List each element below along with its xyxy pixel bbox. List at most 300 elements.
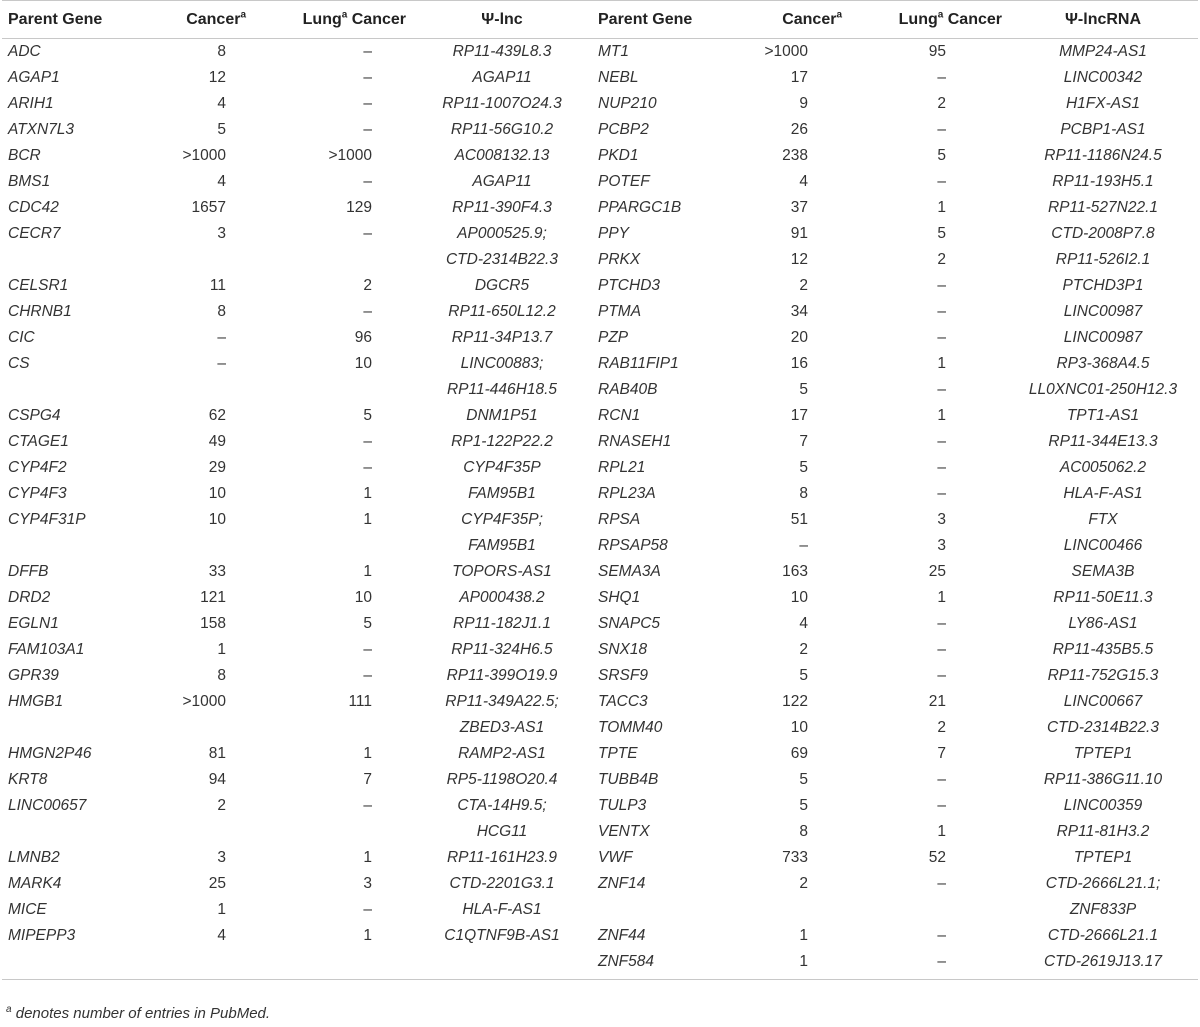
cell-psi-lnc-left: AGAP11	[472, 69, 532, 86]
table-row	[2, 299, 1198, 325]
cell-cancer-right: 733	[782, 849, 808, 866]
cell-parent-gene-left: HMGN2P46	[8, 745, 92, 762]
cell-psi-lncrna-right: LY86-AS1	[1068, 615, 1138, 632]
table-row	[2, 91, 1198, 117]
cell-parent-gene-right: PPARGC1B	[598, 199, 682, 216]
cell-psi-lncrna-right: RP11-752G15.3	[1047, 667, 1159, 684]
cell-lung-cancer-right: –	[937, 615, 946, 632]
cell-lung-cancer-left: 1	[363, 927, 372, 944]
cell-psi-lncrna-right: LINC00342	[1063, 69, 1143, 86]
cell-lung-cancer-right: 3	[937, 511, 946, 528]
cell-psi-lnc-left: CYP4F35P;	[461, 511, 543, 528]
cell-parent-gene-left	[2, 819, 142, 845]
cell-lung-cancer-right: –	[937, 173, 946, 190]
cell-parent-gene-left: CSPG4	[8, 407, 61, 424]
cell-parent-gene-right: MT1	[598, 43, 629, 60]
cell-cancer-right: 163	[782, 563, 808, 580]
cell-parent-gene-right: VENTX	[598, 823, 650, 840]
cell-cancer-left	[142, 377, 252, 403]
cell-parent-gene-left: CHRNB1	[8, 303, 72, 320]
table-row	[2, 403, 1198, 429]
cell-lung-cancer-right: 5	[937, 147, 946, 164]
cell-psi-lncrna-right: LL0XNC01-250H12.3	[1028, 381, 1178, 398]
cell-cancer-right: 5	[799, 381, 808, 398]
cell-lung-cancer-right: –	[937, 667, 946, 684]
table-row	[2, 923, 1198, 949]
cell-psi-lnc-left: CTD-2314B22.3	[445, 251, 558, 268]
cell-lung-cancer-left	[252, 949, 412, 980]
table-row	[2, 897, 1198, 923]
cell-cancer-right: 4	[799, 615, 808, 632]
cell-lung-cancer-right: –	[937, 329, 946, 346]
cell-psi-lncrna-right: PTCHD3P1	[1062, 277, 1144, 294]
table-row	[2, 793, 1198, 819]
cell-cancer-right: 91	[790, 225, 808, 242]
table-row	[2, 585, 1198, 611]
cell-cancer-right: 5	[799, 459, 808, 476]
cell-parent-gene-left	[2, 533, 142, 559]
cell-lung-cancer-left: 111	[348, 693, 372, 710]
cell-cancer-left	[142, 247, 252, 273]
cell-cancer-left: 8	[217, 43, 226, 60]
cell-parent-gene-right: ZNF584	[598, 953, 654, 970]
cell-cancer-left: 10	[208, 511, 226, 528]
header-parent-gene-left: Parent Gene	[8, 10, 103, 28]
cell-parent-gene-right: PPY	[598, 225, 630, 242]
cell-psi-lncrna-right: RP11-344E13.3	[1048, 433, 1158, 450]
cell-parent-gene-left	[2, 949, 142, 980]
cell-cancer-right: 12	[790, 251, 808, 268]
cell-parent-gene-right: RPSA	[598, 511, 641, 528]
cell-cancer-right: 34	[790, 303, 808, 320]
table-row	[2, 65, 1198, 91]
cell-psi-lncrna-right: CTD-2008P7.8	[1051, 225, 1155, 242]
cell-cancer-right: –	[799, 537, 808, 554]
cell-cancer-left	[142, 949, 252, 980]
cell-psi-lncrna-right: RP11-81H3.2	[1056, 823, 1150, 840]
header-parent-gene-right: Parent Gene	[598, 10, 693, 28]
cell-lung-cancer-right: 2	[937, 719, 946, 736]
cell-lung-cancer-left: >1000	[328, 147, 372, 164]
cell-psi-lncrna-right: LINC00987	[1063, 303, 1143, 320]
table-row	[2, 169, 1198, 195]
cell-parent-gene-right: RNASEH1	[598, 433, 672, 450]
table-row	[2, 507, 1198, 533]
cell-lung-cancer-left	[252, 715, 412, 741]
cell-parent-gene-left: CS	[8, 355, 30, 372]
table-row	[2, 195, 1198, 221]
table-row	[2, 429, 1198, 455]
cell-cancer-left: 11	[209, 277, 226, 294]
cell-cancer-left: 12	[208, 69, 226, 86]
cell-psi-lncrna-right: LINC00987	[1063, 329, 1143, 346]
cell-psi-lnc-left: RAMP2-AS1	[458, 745, 546, 762]
cell-parent-gene-right: PTCHD3	[598, 277, 661, 294]
cell-lung-cancer-right: –	[937, 953, 946, 970]
cell-cancer-left: 94	[208, 771, 226, 788]
header-lung-cancer-right: Lung$^a$ Cancer	[898, 9, 1002, 28]
cell-cancer-right: 5	[799, 771, 808, 788]
cell-cancer-left: 8	[217, 667, 226, 684]
cell-psi-lnc-left: RP11-650L12.2	[448, 303, 556, 320]
cell-parent-gene-right: SNAPC5	[598, 615, 661, 632]
cell-parent-gene-right: POTEF	[598, 173, 650, 190]
cell-cancer-left: 10	[208, 485, 226, 502]
cell-psi-lnc-left: LINC00883;	[460, 355, 544, 372]
cell-psi-lncrna-right: TPT1-AS1	[1066, 407, 1140, 424]
table-body	[2, 39, 1198, 980]
cell-lung-cancer-left	[252, 247, 412, 273]
cell-lung-cancer-right: 7	[937, 745, 946, 762]
cell-psi-lncrna-right: RP11-1186N24.5	[1044, 147, 1162, 164]
table-row	[2, 845, 1198, 871]
cell-lung-cancer-right: 5	[937, 225, 946, 242]
cell-parent-gene-right: RCN1	[598, 407, 641, 424]
cell-lung-cancer-left: –	[363, 69, 372, 86]
table-row	[2, 481, 1198, 507]
cell-parent-gene-left: AGAP1	[8, 69, 60, 86]
cell-parent-gene-right: PKD1	[598, 147, 639, 164]
cell-parent-gene-left: KRT8	[8, 771, 48, 788]
header-cancer-left: Cancer$^a$	[186, 9, 246, 28]
cell-parent-gene-left: MICE	[8, 901, 47, 918]
cell-lung-cancer-right	[848, 897, 1008, 923]
cell-psi-lncrna-right: MMP24-AS1	[1059, 43, 1147, 60]
table-row	[2, 39, 1198, 66]
cell-parent-gene-left: CYP4F2	[8, 459, 67, 476]
cell-parent-gene-right: TULP3	[598, 797, 647, 814]
cell-psi-lncrna-right: RP11-50E11.3	[1053, 589, 1153, 606]
table-row	[2, 949, 1198, 980]
cell-psi-lncrna-right: RP3-368A4.5	[1056, 355, 1150, 372]
cell-cancer-left: 5	[217, 121, 226, 138]
cell-psi-lnc-left: AC008132.13	[454, 147, 550, 164]
cell-lung-cancer-right: 1	[937, 823, 946, 840]
cell-lung-cancer-right: –	[937, 121, 946, 138]
cell-cancer-right: >1000	[764, 43, 808, 60]
cell-parent-gene-left	[2, 715, 142, 741]
cell-lung-cancer-right: –	[937, 381, 946, 398]
cell-cancer-left	[142, 715, 252, 741]
cell-cancer-right: 1	[799, 927, 808, 944]
cell-psi-lncrna-right: PCBP1-AS1	[1060, 121, 1146, 138]
table-row	[2, 611, 1198, 637]
cell-psi-lnc-left: RP11-34P13.7	[451, 329, 553, 346]
cell-psi-lncrna-right: RP11-435B5.5	[1052, 641, 1154, 658]
cell-psi-lnc-left: FAM95B1	[468, 537, 536, 554]
cell-lung-cancer-left: 5	[363, 407, 372, 424]
cell-psi-lnc-left: CYP4F35P	[463, 459, 541, 476]
cell-cancer-right: 17	[790, 69, 808, 86]
cell-parent-gene-left: CELSR1	[8, 277, 69, 294]
cell-psi-lnc-left: CTD-2201G3.1	[449, 875, 555, 892]
cell-cancer-left: 49	[208, 433, 226, 450]
cell-lung-cancer-right: –	[937, 927, 946, 944]
cell-cancer-right: 4	[799, 173, 808, 190]
cell-cancer-right: 122	[782, 693, 808, 710]
cell-cancer-left: 4	[217, 95, 226, 112]
cell-parent-gene-right: RAB40B	[598, 381, 658, 398]
cell-cancer-left: –	[217, 355, 226, 372]
header-cancer-right: Cancer$^a$	[782, 9, 842, 28]
cell-lung-cancer-left	[252, 377, 412, 403]
cell-cancer-left	[142, 533, 252, 559]
cell-parent-gene-right: RPL23A	[598, 485, 656, 502]
table-row	[2, 689, 1198, 715]
cell-lung-cancer-left: 1	[363, 485, 372, 502]
table-row	[2, 377, 1198, 403]
cell-parent-gene-right: TOMM40	[598, 719, 663, 736]
table-row	[2, 819, 1198, 845]
cell-parent-gene-right: SHQ1	[598, 589, 641, 606]
cell-psi-lncrna-right: CTD-2666L21.1;	[1045, 875, 1161, 892]
cell-psi-lncrna-right: LINC00359	[1063, 797, 1143, 814]
header-row	[2, 1, 1198, 39]
cell-psi-lncrna-right: H1FX-AS1	[1065, 95, 1141, 112]
cell-parent-gene-left: CTAGE1	[8, 433, 69, 450]
cell-parent-gene-right: RPSAP58	[598, 537, 668, 554]
cell-parent-gene-left: CDC42	[8, 199, 59, 216]
table-row	[2, 117, 1198, 143]
cell-parent-gene-left: FAM103A1	[8, 641, 85, 658]
cell-cancer-left: 25	[208, 875, 226, 892]
cell-parent-gene-right: RAB11FIP1	[598, 355, 679, 372]
cell-psi-lnc-left: ZBED3-AS1	[459, 719, 545, 736]
cell-psi-lncrna-right: LINC00667	[1063, 693, 1143, 710]
header-psi-lncrna-right: Ψ-lncRNA	[1064, 10, 1142, 28]
cell-psi-lncrna-right: CTD-2666L21.1	[1047, 927, 1159, 944]
cell-cancer-left: 3	[217, 849, 226, 866]
cell-psi-lnc-left: HLA-F-AS1	[462, 901, 542, 918]
cell-lung-cancer-right: 25	[928, 563, 946, 580]
cell-lung-cancer-left: 5	[363, 615, 372, 632]
cell-cancer-right: 9	[799, 95, 808, 112]
cell-cancer-right: 26	[790, 121, 808, 138]
cell-lung-cancer-left: –	[363, 641, 372, 658]
cell-cancer-left: 1	[217, 641, 226, 658]
cell-lung-cancer-right: 3	[937, 537, 946, 554]
cell-psi-lnc-left: RP11-182J1.1	[453, 615, 551, 632]
table-row	[2, 325, 1198, 351]
table-row	[2, 559, 1198, 585]
cell-cancer-right: 8	[799, 823, 808, 840]
cell-lung-cancer-right: –	[937, 875, 946, 892]
cell-cancer-left: 158	[200, 615, 226, 632]
cell-lung-cancer-left: –	[363, 225, 372, 242]
cell-cancer-left: 4	[217, 173, 226, 190]
cell-parent-gene-left: MARK4	[8, 875, 62, 892]
cell-psi-lnc-left: C1QTNF9B-AS1	[444, 927, 560, 944]
cell-cancer-right: 10	[790, 719, 808, 736]
table-row	[2, 143, 1198, 169]
cell-lung-cancer-left: –	[363, 667, 372, 684]
cell-parent-gene-left: CIC	[8, 329, 35, 346]
cell-lung-cancer-left: 10	[354, 355, 372, 372]
cell-lung-cancer-left: 96	[354, 329, 372, 346]
cell-cancer-left: 4	[217, 927, 226, 944]
cell-cancer-right: 8	[799, 485, 808, 502]
cell-psi-lncrna-right: LINC00466	[1063, 537, 1143, 554]
cell-cancer-right	[738, 897, 848, 923]
cell-parent-gene-left	[2, 247, 142, 273]
pseudogene-table	[2, 0, 1198, 980]
cell-psi-lncrna-right: AC005062.2	[1059, 459, 1147, 476]
cell-cancer-left: 3	[217, 225, 226, 242]
cell-parent-gene-right: ZNF44	[598, 927, 646, 944]
cell-cancer-left: 81	[208, 745, 226, 762]
cell-lung-cancer-left: –	[363, 797, 372, 814]
cell-lung-cancer-right: –	[937, 771, 946, 788]
cell-lung-cancer-right: –	[937, 303, 946, 320]
cell-psi-lnc-left: TOPORS-AS1	[452, 563, 552, 580]
cell-cancer-left: 29	[208, 459, 226, 476]
cell-parent-gene-left: ARIH1	[8, 95, 54, 112]
cell-parent-gene-left: EGLN1	[8, 615, 59, 632]
cell-parent-gene-right	[592, 897, 738, 923]
cell-parent-gene-left: MIPEPP3	[8, 927, 76, 944]
cell-lung-cancer-right: 1	[937, 199, 946, 216]
cell-parent-gene-left: CECR7	[8, 225, 61, 242]
cell-parent-gene-right: VWF	[598, 849, 633, 866]
cell-cancer-left	[142, 819, 252, 845]
cell-cancer-right: 5	[799, 667, 808, 684]
cell-psi-lnc-left: RP11-56G10.2	[450, 121, 554, 138]
cell-psi-lncrna-right: RP11-526I2.1	[1055, 251, 1151, 268]
cell-parent-gene-left: LMNB2	[8, 849, 60, 866]
cell-parent-gene-right: TPTE	[598, 745, 638, 762]
cell-lung-cancer-left: –	[363, 433, 372, 450]
cell-cancer-right: 37	[790, 199, 808, 216]
cell-psi-lncrna-right: CTD-2314B22.3	[1046, 719, 1159, 736]
cell-cancer-right: 2	[799, 277, 808, 294]
cell-psi-lnc-left: RP11-399O19.9	[446, 667, 558, 684]
table-row	[2, 637, 1198, 663]
cell-psi-lncrna-right: ZNF833P	[1069, 901, 1137, 918]
cell-parent-gene-left: CYP4F31P	[8, 511, 86, 528]
cell-psi-lnc-left: HCG11	[476, 823, 528, 840]
cell-lung-cancer-right: –	[937, 69, 946, 86]
cell-psi-lnc-left: RP11-390F4.3	[452, 199, 552, 216]
cell-psi-lnc-left: RP5-1198O20.4	[446, 771, 558, 788]
cell-parent-gene-right: SEMA3A	[598, 563, 661, 580]
table-row	[2, 715, 1198, 741]
cell-cancer-right: 2	[799, 875, 808, 892]
cell-lung-cancer-left: –	[363, 43, 372, 60]
cell-psi-lnc-left: RP11-439L8.3	[452, 43, 552, 60]
cell-parent-gene-right: NEBL	[598, 69, 639, 86]
cell-parent-gene-left: HMGB1	[8, 693, 64, 710]
cell-cancer-right: 238	[782, 147, 808, 164]
table-footnote: $^a$ denotes number of entries in PubMed.	[6, 1004, 271, 1022]
cell-parent-gene-left: DFFB	[8, 563, 49, 580]
cell-parent-gene-right: ZNF14	[598, 875, 646, 892]
cell-lung-cancer-right: 52	[928, 849, 946, 866]
cell-parent-gene-right: TACC3	[598, 693, 648, 710]
cell-psi-lnc-left: RP11-161H23.9	[446, 849, 557, 866]
cell-psi-lnc-left: DNM1P51	[466, 407, 538, 424]
cell-parent-gene-right: TUBB4B	[598, 771, 659, 788]
cell-lung-cancer-left: –	[363, 303, 372, 320]
cell-parent-gene-left: BMS1	[8, 173, 51, 190]
cell-psi-lnc-left: RP11-324H6.5	[451, 641, 553, 658]
cell-parent-gene-right: RPL21	[598, 459, 646, 476]
cell-lung-cancer-right: –	[937, 797, 946, 814]
cell-lung-cancer-left: –	[363, 95, 372, 112]
table-row	[2, 247, 1198, 273]
cell-lung-cancer-left	[252, 819, 412, 845]
cell-psi-lncrna-right: HLA-F-AS1	[1063, 485, 1143, 502]
cell-lung-cancer-right: –	[937, 277, 946, 294]
table-row	[2, 221, 1198, 247]
cell-lung-cancer-right: –	[937, 485, 946, 502]
cell-lung-cancer-right: –	[937, 641, 946, 658]
cell-parent-gene-left: BCR	[8, 147, 41, 164]
cell-psi-lnc-left: AP000525.9;	[457, 225, 547, 242]
table-row	[2, 871, 1198, 897]
cell-cancer-right: 69	[790, 745, 808, 762]
cell-parent-gene-right: PCBP2	[598, 121, 649, 138]
cell-lung-cancer-right: 1	[937, 407, 946, 424]
cell-cancer-left: >1000	[182, 147, 226, 164]
cell-lung-cancer-left: –	[363, 459, 372, 476]
cell-parent-gene-right: SNX18	[598, 641, 648, 658]
cell-parent-gene-left: GPR39	[8, 667, 59, 684]
cell-psi-lncrna-right: TPTEP1	[1073, 745, 1133, 762]
cell-psi-lnc-left: RP1-122P22.2	[451, 433, 553, 450]
cell-parent-gene-right: PZP	[598, 329, 629, 346]
cell-psi-lncrna-right: RP11-386G11.10	[1043, 771, 1163, 788]
cell-lung-cancer-right: 1	[937, 589, 946, 606]
cell-psi-lnc-left: RP11-1007O24.3	[442, 95, 562, 112]
cell-cancer-right: 20	[790, 329, 808, 346]
cell-psi-lncrna-right: FTX	[1088, 511, 1118, 528]
cell-psi-lnc-left: AP000438.2	[459, 589, 545, 606]
cell-cancer-right: 1	[799, 953, 808, 970]
cell-cancer-left: 33	[208, 563, 226, 580]
cell-psi-lnc-left: AGAP11	[472, 173, 532, 190]
table-row	[2, 351, 1198, 377]
cell-lung-cancer-left: –	[363, 901, 372, 918]
cell-cancer-left: 2	[217, 797, 226, 814]
cell-parent-gene-right: PTMA	[598, 303, 642, 320]
cell-parent-gene-right: PRKX	[598, 251, 641, 268]
cell-psi-lnc-left	[412, 949, 592, 980]
cell-parent-gene-left	[2, 377, 142, 403]
cell-lung-cancer-right: –	[937, 433, 946, 450]
cell-psi-lnc-left: DGCR5	[474, 277, 530, 294]
cell-psi-lnc-left: FAM95B1	[468, 485, 536, 502]
cell-cancer-right: 17	[790, 407, 808, 424]
cell-parent-gene-right: NUP210	[598, 95, 657, 112]
cell-psi-lncrna-right: RP11-193H5.1	[1052, 173, 1154, 190]
cell-parent-gene-left: CYP4F3	[8, 485, 67, 502]
cell-psi-lnc-left: CTA-14H9.5;	[457, 797, 547, 814]
cell-cancer-right: 10	[790, 589, 808, 606]
cell-cancer-right: 51	[790, 511, 808, 528]
cell-lung-cancer-right: 2	[937, 251, 946, 268]
cell-lung-cancer-left: 1	[363, 563, 372, 580]
cell-parent-gene-left: ADC	[8, 43, 41, 60]
table-row	[2, 767, 1198, 793]
cell-lung-cancer-right: 2	[937, 95, 946, 112]
table-row	[2, 663, 1198, 689]
cell-lung-cancer-left: 1	[363, 511, 372, 528]
cell-parent-gene-left: ATXN7L3	[8, 121, 75, 138]
header-lung-cancer-left: Lung$^a$ Cancer	[302, 9, 406, 28]
cell-lung-cancer-left: 10	[354, 589, 372, 606]
cell-lung-cancer-right: 95	[928, 43, 946, 60]
cell-psi-lnc-left: RP11-446H18.5	[446, 381, 557, 398]
